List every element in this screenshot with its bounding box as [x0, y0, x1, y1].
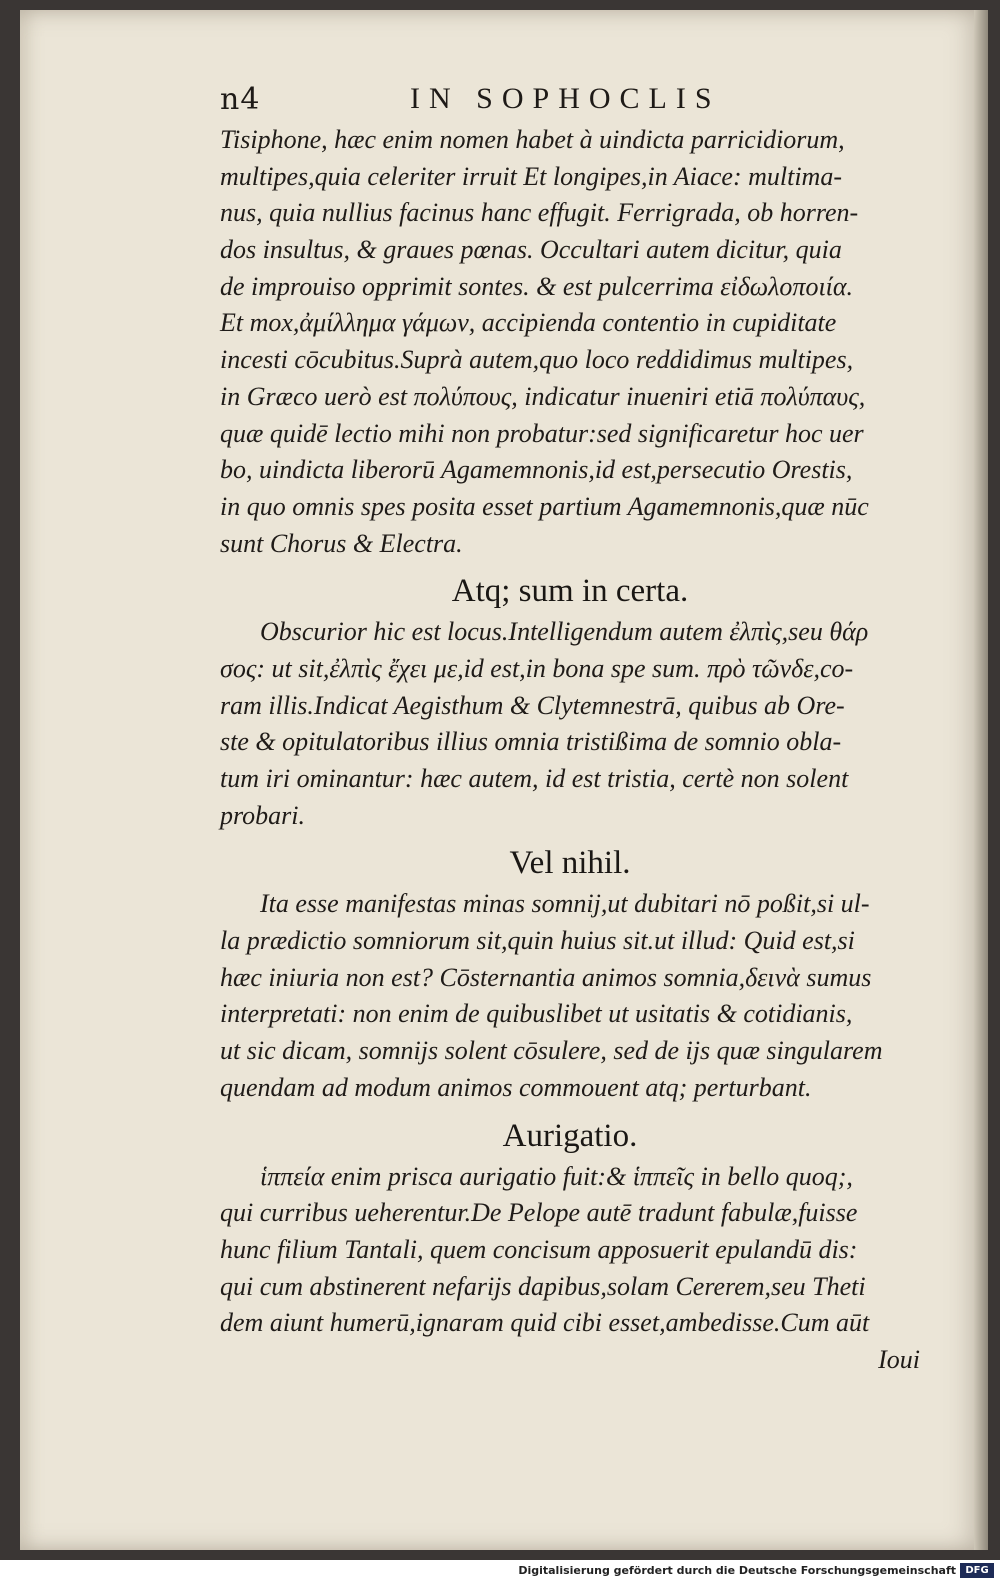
text-line: ut sic dicam, somnijs solent cōsulere, sed de ijs quæ singularem	[220, 1036, 883, 1066]
catchword: Ioui	[878, 1344, 920, 1374]
text-line: qui curribus ueherentur.De Pelope autē tradunt fabulæ,fuisse	[220, 1198, 858, 1228]
page-edge	[974, 10, 988, 1550]
text-line: in quo omnis spes posita esset partium Agamemnonis,quæ nūc	[220, 491, 869, 521]
text-line: sunt Chorus & Electra.	[220, 528, 463, 558]
section-heading: Atq; sum in certa.	[451, 573, 689, 610]
text-line: quæ quidē lectio mihi non probatur:sed significaretur hoc uer	[220, 418, 864, 448]
section-heading: Aurigatio.	[502, 1117, 638, 1154]
text-line: dem aiunt humerū,ignaram quid cibi esset,ambedisse.Cum aūt	[220, 1308, 870, 1338]
text-line: interpretati: non enim de quibuslibet ut usitatis & cotidianis,	[220, 999, 853, 1029]
book-page	[20, 10, 988, 1550]
text-line: probari.	[220, 800, 305, 830]
text-line: Tisiphone, hæc enim nomen habet à uindicta parricidiorum,	[220, 125, 845, 154]
footer-bar	[0, 1560, 1000, 1582]
text-line: dos insultus, & graues pœnas. Occultari autem dicitur, quia	[220, 235, 842, 265]
text-line: hæc iniuria non est? Cōsternantia animos somnia,δεινὰ sumus	[220, 962, 872, 992]
text-block	[220, 122, 920, 1379]
running-head: IN SOPHOCLIS	[410, 82, 721, 115]
text-line: de improuiso opprimit sontes. & est pulcerrima εἰδωλοποιία.	[220, 271, 854, 301]
text-line: σος: ut sit,ἐλπὶς ἔχει με,id est,in bona spe sum. πρὸ τῶνδε,co-	[220, 653, 854, 683]
text-line: qui cum abstinerent nefarijs dapibus,solam Cererem,seu Theti	[220, 1271, 866, 1301]
dfg-logo: DFG	[960, 1563, 994, 1578]
text-line: tum iri ominantur: hæc autem, id est tristia, certè non solent	[220, 764, 849, 793]
page-number: n4	[220, 82, 261, 117]
text-line: la prædictio somniorum sit,quin huius sit.ut illud: Quid est,si	[220, 926, 855, 956]
text-line: Ita esse manifestas minas somnij,ut dubitari nō poßit,si ul-	[260, 889, 870, 919]
page-header	[220, 82, 760, 122]
text-line: hunc filium Tantali, quem concisum apposuerit epulandū dis:	[220, 1234, 858, 1264]
text-line: Et mox,ἀμίλλημα γάμων, accipienda contentio in cupiditate	[220, 308, 837, 338]
text-line: incesti cōcubitus.Suprà autem,quo loco reddidimus multipes,	[220, 345, 854, 375]
text-line: in Græco uerò est πολύπους, indicatur inueniri etiā πολύπαυς,	[220, 381, 866, 411]
funding-credit: Digitalisierung gefördert durch die Deutsche Forschungsgemeinschaft	[518, 1564, 956, 1577]
text-line: nus, quia nullius facinus hanc effugit. Ferrigrada, ob horren-	[220, 198, 859, 228]
section-heading: Vel nihil.	[509, 845, 631, 882]
text-line: Obscurior hic est locus.Intelligendum autem ἐλπὶς,seu θάρ	[260, 617, 869, 647]
text-line: ste & opitulatoribus illius omnia tristißima de somnio obla-	[220, 727, 842, 757]
text-line: quendam ad modum animos commouent atq; perturbant.	[220, 1072, 812, 1102]
text-line: bo, uindicta liberorū Agamemnonis,id est,persecutio Orestis,	[220, 455, 853, 485]
text-line: ἱππεία enim prisca aurigatio fuit:& ἱππεῖς in bello quoq;,	[260, 1161, 853, 1191]
text-line: multipes,quia celeriter irruit Et longipes,in Aiace: multima-	[220, 161, 842, 191]
text-line: ram illis.Indicat Aegisthum & Clytemnestrā, quibus ab Ore-	[220, 690, 845, 720]
